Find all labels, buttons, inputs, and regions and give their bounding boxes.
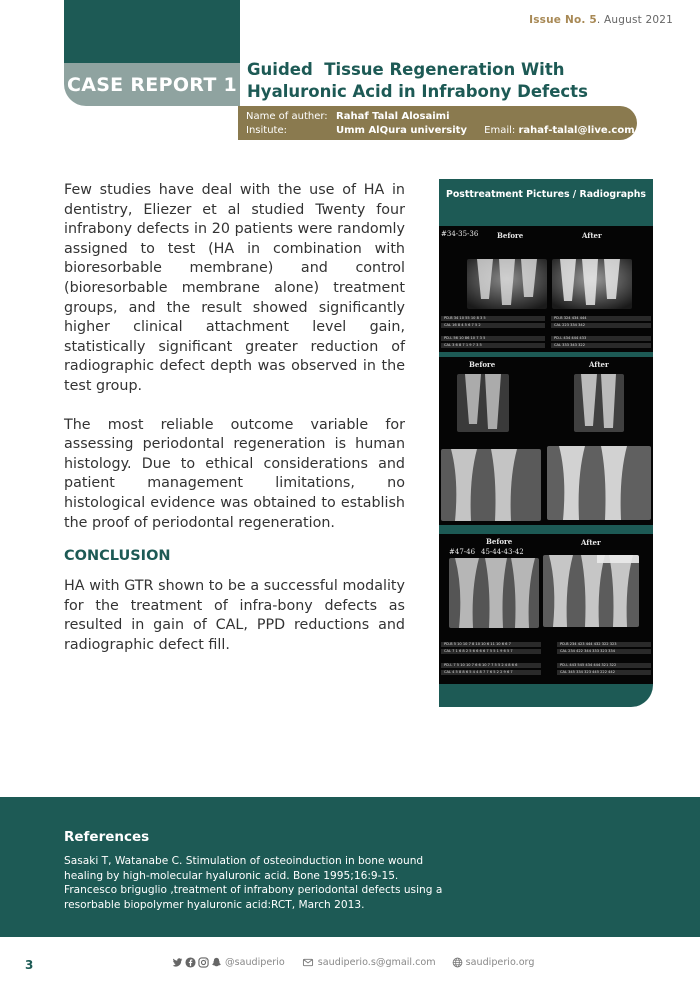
twitter-icon[interactable] [172, 957, 183, 968]
measure-row: PD-L 56 10 86 10 7 3 5 [441, 336, 545, 341]
globe-icon [452, 957, 463, 968]
footer-website[interactable]: saudiperio.org [465, 957, 535, 968]
conclusion-heading: CONCLUSION [64, 548, 171, 564]
author-line [246, 111, 450, 122]
body-text [64, 181, 405, 552]
panel-title: Posttreatment Pictures / Radiographs [445, 188, 647, 200]
xray-after-2b [547, 446, 651, 520]
institute-line [246, 125, 635, 136]
issue-number: Issue No. 5 [529, 14, 597, 26]
case-report-badge [64, 63, 240, 106]
measure-row: CAL 234 422 344 333 323 334 [557, 649, 651, 654]
after-label-3: After [581, 538, 601, 547]
measure-row: PD-B 34 10 55 10 8 3 5 [441, 316, 545, 321]
radiographs-panel [439, 179, 653, 707]
before-label-3: Before [486, 537, 513, 546]
conclusion-text: HA with GTR shown to be a successful modality for the treatment of infra-bony defects as resulted in gain of CAL, PPD reductions and radiographic defect fill. [64, 578, 405, 653]
references-section [0, 797, 700, 937]
measure-row: CAL 333 343 322 [551, 343, 651, 348]
tooth-label-1: #34-35-36 [441, 230, 479, 238]
tooth-label-3b: 45-44-43-42 [481, 548, 524, 556]
xray-before-3 [449, 558, 539, 628]
institute-label: Insitute: [246, 125, 287, 136]
measure-row: PD-B 324 434 444 [551, 316, 651, 321]
measure-row: CAL 223 334 342 [551, 323, 651, 328]
social-icons [172, 957, 222, 968]
radiograph-block-2 [439, 357, 653, 525]
author-label: Name of auther: [246, 111, 328, 122]
footer-email[interactable]: saudiperio.s@gmail.com [317, 957, 436, 968]
website-group [452, 957, 535, 968]
title-line-2: Hyaluronic Acid in Infrabony Defects [247, 82, 588, 101]
references-heading: References [64, 829, 150, 845]
xray-before-2b [441, 449, 541, 521]
before-label-1: Before [497, 231, 524, 240]
tooth-label-3a: #47-46 [449, 548, 476, 556]
measure-row: PD-L 434 444 433 [551, 336, 651, 341]
reference-item: Francesco briguglio ,treatment of infrabony periodontal defects using a resorbable biopolymer hyaluronic acid:RCT, March 2013. [64, 884, 443, 911]
measure-row: CAL 4 5 8 8 6 5 4 4 8 7 7 6 5 2 2 9 6 7 [441, 670, 541, 675]
measure-row: CAL 16 8 4 5 6 7 5 2 [441, 323, 545, 328]
case-report-label: CASE REPORT 1 [66, 73, 238, 96]
radiograph-block-3 [439, 534, 653, 684]
measure-row: PD-B 5 10 10 7 8 10 10 6 11 10 6 6 7 [441, 642, 541, 647]
author-name: Rahaf Talal Alosaimi [336, 111, 450, 122]
measure-row: PD-L 443 545 434 444 321 322 [557, 663, 651, 668]
xray-after-1 [552, 259, 632, 309]
measure-row: PD-B 234 423 444 432 322 323 [557, 642, 651, 647]
issue-date: . August 2021 [596, 14, 673, 26]
measure-row: CAL 7 1 6 8 2 5 6 6 6 6 7 5 5 1 9 6 5 7 [441, 649, 541, 654]
author-email[interactable]: rahaf-talal@live.com [518, 125, 635, 136]
social-handle[interactable]: @saudiperio [225, 957, 285, 968]
instagram-icon[interactable] [198, 957, 209, 968]
footer-contacts [172, 957, 544, 968]
xray-before-2a [457, 374, 509, 432]
measure-row: CAL 345 334 323 445 222 442 [557, 670, 651, 675]
reference-item: Sasaki T, Watanabe C. Stimulation of osteoinduction in bone wound healing by high-molecular hyaluronic acid. Bone 1995;16:9-15. [64, 855, 424, 882]
measure-row: CAL 3 6 8 7 1 9 7 3 5 [441, 343, 545, 348]
xray-before-1 [467, 259, 547, 309]
after-label-1: After [582, 231, 602, 240]
header-teal-block [64, 0, 240, 63]
after-label-2: After [589, 360, 609, 369]
xray-after-3 [543, 555, 639, 627]
email-label: Email: [484, 125, 516, 136]
snapchat-icon[interactable] [211, 957, 222, 968]
page-number: 3 [25, 958, 34, 972]
facebook-icon[interactable] [185, 957, 196, 968]
social-group [172, 957, 285, 968]
radiograph-block-1 [439, 226, 653, 352]
paragraph-2: The most reliable outcome variable for assessing periodontal regeneration is human histology. Due to ethical considerations and patient management limitations, no histological evidence was obtained to establish the proof of periodontal regeneration. [64, 416, 405, 531]
before-label-2: Before [469, 360, 496, 369]
xray-after-2a [574, 374, 624, 432]
institute-name: Umm AlQura university [336, 125, 467, 136]
title-line-1: Guided Tissue Regeneration With [247, 60, 565, 79]
article-title [247, 59, 627, 103]
author-bar [238, 106, 637, 140]
paragraph-1: Few studies have deal with the use of HA in dentistry, Eliezer et al studied Twenty four infrabony defects in 20 patients were randomly assigned to test (HA in combination with bioresorbable membrane) and control (bioresorbable membrane alone) treatment groups, and the result showed significantly higher clinical attachment level gain, statistically significant greater reduction of radiographic defect depth was observed in the test group. [64, 182, 405, 394]
references-list [64, 854, 444, 912]
email-group [301, 957, 436, 968]
mail-icon [301, 957, 315, 968]
measure-row: PD-L 7 5 10 10 7 6 6 10 7 7 5 5 2 4 8 6 6 [441, 663, 541, 668]
issue-info [529, 14, 673, 26]
